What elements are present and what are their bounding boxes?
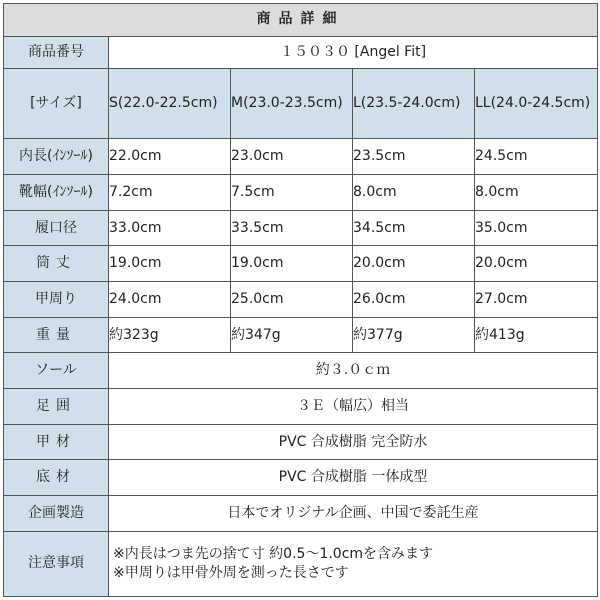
shoe-width-s: 7.2cm	[109, 175, 231, 211]
instep-row	[4, 282, 598, 318]
weight-s: 約323g	[109, 317, 231, 353]
opening-ll: 35.0cm	[475, 210, 598, 246]
size-ll: LL(24.0-24.5cm)	[475, 69, 598, 139]
product-number-label: 商品番号	[4, 36, 109, 69]
size-label: [サイズ]	[4, 69, 109, 139]
sole-material-row	[4, 460, 598, 496]
instep-ll: 27.0cm	[475, 282, 598, 318]
note-line-1: ※内長はつま先の捨て寸 約0.5～1.0cmを含みます	[113, 545, 434, 562]
foot-fit-value: ３Ｅ（幅広）相当	[109, 389, 598, 425]
production-label: 企画製造	[4, 496, 109, 532]
size-l: L(23.5-24.0cm)	[353, 69, 475, 139]
inner-length-label: 内長(ｲﾝｿｰﾙ)	[4, 139, 109, 175]
weight-row	[4, 317, 598, 353]
size-row	[4, 69, 598, 139]
inner-length-ll: 24.5cm	[475, 139, 598, 175]
weight-m: 約347g	[231, 317, 353, 353]
upper-material-row	[4, 424, 598, 460]
production-row	[4, 496, 598, 532]
weight-l: 約377g	[353, 317, 475, 353]
sole-label: ソール	[4, 353, 109, 389]
sole-material-value: PVC 合成樹脂 一体成型	[109, 460, 598, 496]
production-value: 日本でオリジナル企画、中国で委託生産	[109, 496, 598, 532]
shaft-l: 20.0cm	[353, 246, 475, 282]
notes-value	[109, 531, 598, 596]
sole-row	[4, 353, 598, 389]
shaft-label: 筒丈	[4, 246, 109, 282]
product-number-row	[4, 36, 598, 69]
inner-length-row	[4, 139, 598, 175]
sole-value: 約３.０ｃｍ	[109, 353, 598, 389]
notes-label: 注意事項	[4, 531, 109, 596]
shaft-m: 19.0cm	[231, 246, 353, 282]
inner-length-s: 22.0cm	[109, 139, 231, 175]
inner-length-m: 23.0cm	[231, 139, 353, 175]
opening-l: 34.5cm	[353, 210, 475, 246]
opening-label: 履口径	[4, 210, 109, 246]
opening-row	[4, 210, 598, 246]
product-detail-table	[3, 3, 598, 597]
table-title: 商品詳細	[4, 4, 598, 37]
shoe-width-ll: 8.0cm	[475, 175, 598, 211]
upper-material-value: PVC 合成樹脂 完全防水	[109, 424, 598, 460]
opening-m: 33.5cm	[231, 210, 353, 246]
shaft-row	[4, 246, 598, 282]
foot-fit-row	[4, 389, 598, 425]
shoe-width-label: 靴幅(ｲﾝｿｰﾙ)	[4, 175, 109, 211]
weight-ll: 約413g	[475, 317, 598, 353]
notes-row	[4, 531, 598, 596]
instep-s: 24.0cm	[109, 282, 231, 318]
size-s: S(22.0-22.5cm)	[109, 69, 231, 139]
title-row	[4, 4, 598, 37]
shoe-width-m: 7.5cm	[231, 175, 353, 211]
shoe-width-row	[4, 175, 598, 211]
opening-s: 33.0cm	[109, 210, 231, 246]
note-line-2: ※甲周りは甲骨外周を測った長さです	[113, 564, 349, 581]
shaft-s: 19.0cm	[109, 246, 231, 282]
shoe-width-l: 8.0cm	[353, 175, 475, 211]
instep-l: 26.0cm	[353, 282, 475, 318]
weight-label: 重量	[4, 317, 109, 353]
inner-length-l: 23.5cm	[353, 139, 475, 175]
product-number-value: １５０３０ [Angel Fit]	[109, 36, 598, 69]
foot-fit-label: 足囲	[4, 389, 109, 425]
shaft-ll: 20.0cm	[475, 246, 598, 282]
sole-material-label: 底材	[4, 460, 109, 496]
size-m: M(23.0-23.5cm)	[231, 69, 353, 139]
instep-label: 甲周り	[4, 282, 109, 318]
instep-m: 25.0cm	[231, 282, 353, 318]
upper-material-label: 甲材	[4, 424, 109, 460]
